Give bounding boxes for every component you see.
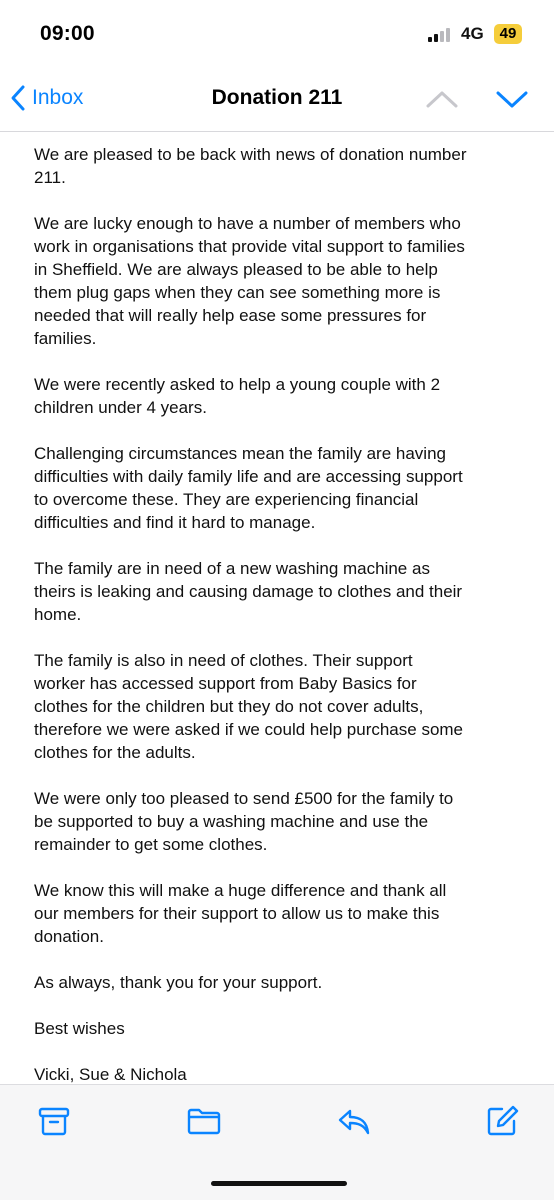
body-paragraph: Challenging circumstances mean the family are having difficulties with daily family life and are accessing support to overcome these. They are experiencing financial difficulties and find it hard to manage. (34, 444, 463, 532)
compose-icon (484, 1103, 520, 1139)
battery-level: 49 (494, 24, 522, 44)
move-to-folder-button[interactable] (186, 1103, 222, 1139)
network-type: 4G (461, 24, 484, 43)
archive-button[interactable] (36, 1103, 72, 1139)
folder-icon (186, 1103, 222, 1139)
body-paragraph: We are pleased to be back with news of donation number 211. (34, 145, 467, 187)
message-body (34, 143, 520, 1084)
sign-off: Best wishes (34, 1019, 125, 1038)
cellular-signal-icon (428, 26, 456, 42)
next-message-button[interactable] (492, 84, 532, 114)
body-paragraph: The family are in need of a new washing machine as theirs is leaking and causing damage to clothes and their home. (34, 559, 463, 624)
back-label: Inbox (32, 86, 84, 109)
reply-icon (336, 1103, 372, 1139)
compose-button[interactable] (484, 1103, 520, 1139)
body-paragraph: As always, thank you for your support. (34, 973, 323, 992)
body-paragraph: We were recently asked to help a young couple with 2 children under 4 years. (34, 375, 441, 417)
chevron-down-icon (492, 84, 532, 114)
message-nav-bar (0, 62, 554, 132)
body-paragraph: We are lucky enough to have a number of members who work in organisations that provide vital support to families in Sheffield. We are always pleased to be able to help them plug gaps when they can see something more is needed that will really help ease some pressures for families. (34, 214, 465, 348)
previous-message-button[interactable] (422, 84, 462, 114)
home-indicator[interactable] (211, 1181, 347, 1186)
back-to-inbox-button[interactable] (10, 82, 83, 114)
archive-box-icon (36, 1103, 72, 1139)
message-subject: Donation 211 (211, 86, 343, 109)
body-paragraph: We were only too pleased to send £500 for the family to be supported to buy a washing machine and use the remainder to get some clothes. (34, 789, 454, 854)
signature-names: Vicki, Sue & Nichola (34, 1065, 187, 1084)
status-time: 09:00 (40, 22, 95, 45)
body-paragraph: The family is also in need of clothes. Their support worker has accessed support from Baby Basics for clothes for the children but they do not cover adults, therefore we were asked if we could help purchase some clothes for the adults. (34, 651, 464, 762)
status-bar (0, 0, 554, 62)
reply-button[interactable] (336, 1103, 372, 1139)
chevron-left-icon (10, 84, 26, 112)
body-paragraph: We know this will make a huge difference and thank all our members for their support to allow us to make this donation. (34, 881, 447, 946)
chevron-up-icon (422, 84, 462, 114)
